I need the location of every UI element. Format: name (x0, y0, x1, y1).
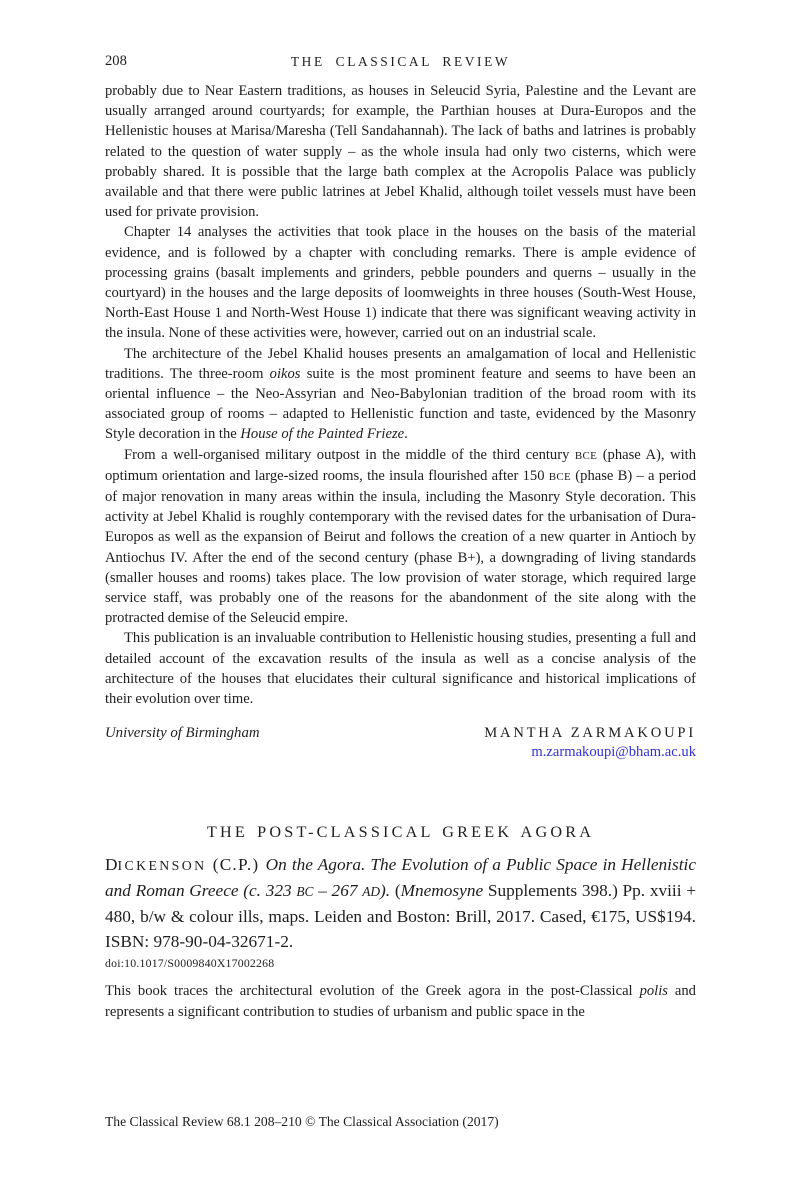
review1-paragraphs (105, 81, 696, 709)
book-citation (105, 852, 696, 954)
page-header (105, 53, 696, 71)
reviewer-affiliation: University of Birmingham (105, 725, 260, 742)
text-segment: Supplements 398.) Pp. xviii + 480, b/w & colour ills, maps. Leiden and Boston: Brill, 2017. Cased, €175, US$194. ISBN: 978-90-04-32671-2. (105, 881, 696, 952)
text-segment: suite is the most prominent feature and seems to have been an oriental influence – the Neo-Assyrian and Neo-Babylonian tradition of the broad room with its associated group of rooms – adapted to Hellenistic function and taste, evidenced by the Masonry Style decoration in the (105, 365, 696, 443)
paragraph (105, 445, 696, 629)
review2-paragraphs (105, 981, 696, 1021)
journal-running-title: THE CLASSICAL REVIEW (290, 54, 511, 69)
text-segment: – 267 (313, 881, 363, 901)
paragraph (105, 344, 696, 445)
text-segment: ICKENSON (117, 858, 207, 874)
text-segment: ( (390, 881, 401, 901)
text-segment: Chapter 14 analyses the activities that took place in the houses on the basis of the material evidence, and is followed by a chapter with concluding remarks. There is ample evidence of processing grains (basalt implements and grinders, pebble pounders and querns – usually in the courtyard) in the houses and the large deposits of loomweights in three houses (South-West House, North-East House 1 and North-West House 1) indicate that there was significant weaving activity in the insula. None of these activities were, however, carried out on an industrial scale. (105, 224, 696, 342)
reviewer-name: MANTHA ZARMAKOUPI (484, 725, 696, 742)
doi-line: doi:10.1017/S0009840X17002268 (105, 956, 275, 971)
page-body (105, 81, 696, 1022)
text-segment: (C.P.) (206, 855, 266, 875)
text-segment: (phase A), with optimum orientation and large-sized rooms, the insula flourished after 150 (105, 446, 696, 484)
text-segment: Mnemosyne (400, 881, 484, 901)
text-segment: ). (380, 881, 391, 901)
paragraph (105, 222, 696, 343)
text-segment: oikos (269, 365, 301, 382)
text-segment: BCE (574, 449, 598, 462)
page-number: 208 (105, 53, 127, 69)
text-segment: probably due to Near Eastern traditions, as houses in Seleucid Syria, Palestine and the Levant are usually arranged around courtyards; for example, the Parthian houses at Dura-Europos and the Hellenistic houses at Marisa/Maresha (Tell Sandahannah). The lack of baths and latrines is probably related to the question of water supply – as the whole insula had only two cisterns, which were probably shared. It is possible that the large bath complex at the Acropolis Palace was publicly available and that there were public latrines at Jebel Khalid, although toilet vessels must have been used for private provision. (105, 83, 696, 221)
text-segment: BC (296, 884, 314, 900)
text-segment: This book traces the architectural evolution of the Greek agora in the post-Classical (105, 983, 640, 1000)
text-segment: On the Agora. The Evolution of a Public Space in Hellenistic and Roman Greece (c. 323 (105, 855, 696, 901)
text-segment: polis (639, 983, 668, 1000)
review2-heading: THE POST-CLASSICAL GREEK AGORA (206, 823, 595, 842)
text-segment: BCE (548, 470, 572, 483)
text-segment: From a well-organised military outpost in the middle of the third century (124, 446, 575, 463)
page-footer: The Classical Review 68.1 208–210 © The Classical Association (2017) (105, 1114, 499, 1129)
reviewer-email-link[interactable]: m.zarmakoupi@bham.ac.uk (531, 744, 696, 761)
text-segment: . (404, 426, 408, 443)
text-segment: This publication is an invaluable contribution to Hellenistic housing studies, presenting a full and detailed account of the excavation results of the insula as well as a concise analysis of the architecture of the houses that elucidates their cultural significance and historical implications of their evolution over time. (105, 630, 696, 708)
text-segment: The architecture of the Jebel Khalid houses presents an amalgamation of local and Hellenistic traditions. The three-room (105, 345, 696, 382)
text-segment: D (105, 855, 118, 875)
paragraph (105, 81, 696, 222)
signature-block (105, 725, 696, 742)
paragraph (105, 628, 696, 709)
reviewer-email-row (105, 743, 696, 761)
text-segment: (phase B) – a period of major renovation in many areas within the insula, including the Masonry Style decoration. This activity at Jebel Khalid is roughly contemporary with the revised dates for the urbanisation of Dura-Europos as well as the expansion of Beirut and follows the creation of a new quarter in Antioch by Antiochus IV. After the end of the second century (phase B+), a downgrading of living standards (smaller houses and rooms) takes place. The low provision of water storage, which required large service staff, was probably one of the reasons for the abandonment of the site along with the protracted demise of the Seleucid empire. (105, 467, 697, 627)
text-segment: House of the Painted Frieze (240, 426, 405, 443)
text-segment: and represents a significant contribution to studies of urbanism and public space in the (105, 983, 696, 1020)
paragraph (105, 981, 696, 1021)
text-segment: AD (362, 884, 381, 900)
